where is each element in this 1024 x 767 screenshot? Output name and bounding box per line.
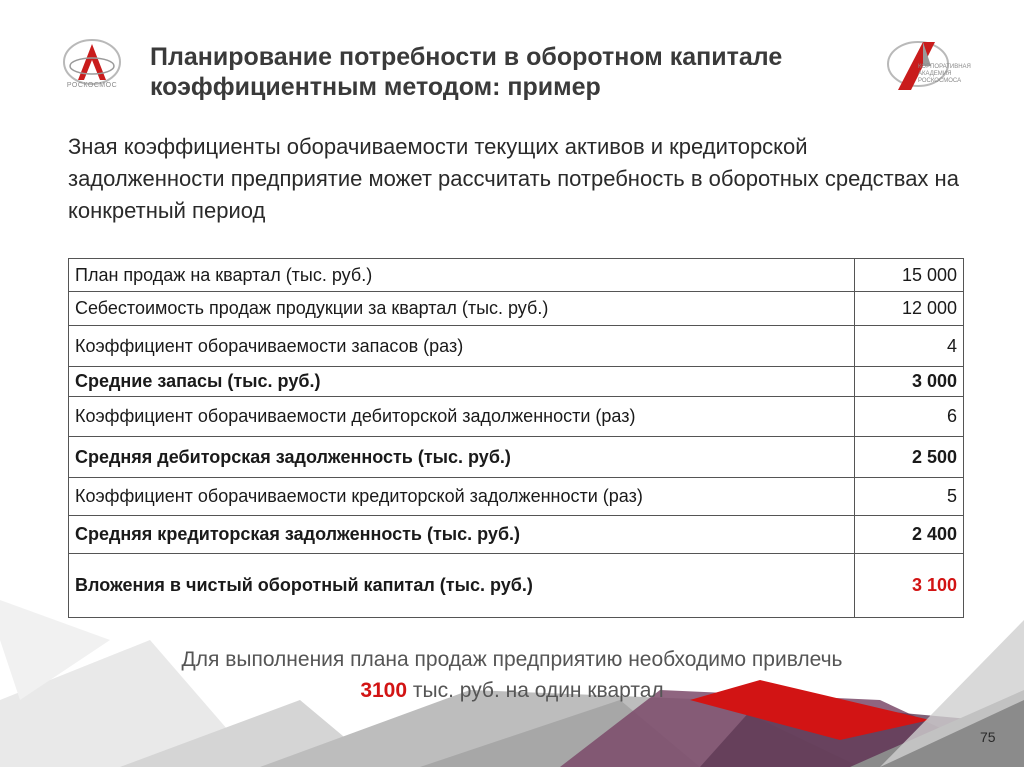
row-label: Средняя кредиторская задолженность (тыс. руб.) — [69, 516, 855, 554]
calculation-table — [68, 258, 964, 618]
row-label: Коэффициент оборачиваемости дебиторской задолженности (раз) — [69, 397, 855, 437]
row-value: 4 — [855, 326, 964, 367]
row-label: План продаж на квартал (тыс. руб.) — [69, 259, 855, 292]
table-row — [69, 437, 964, 478]
row-value-total: 3 100 — [855, 554, 964, 618]
row-label: Средняя дебиторская задолженность (тыс. руб.) — [69, 437, 855, 478]
table-row — [69, 367, 964, 397]
conclusion-line-2 — [68, 675, 956, 706]
row-value: 6 — [855, 397, 964, 437]
logo-right-caption-line: КОРПОРАТИВНАЯ — [918, 64, 971, 70]
conclusion-text — [68, 644, 956, 706]
row-value: 15 000 — [855, 259, 964, 292]
row-label: Средние запасы (тыс. руб.) — [69, 367, 855, 397]
row-value: 2 400 — [855, 516, 964, 554]
row-value: 12 000 — [855, 292, 964, 326]
conclusion-highlight-value: 3100 — [360, 679, 408, 702]
row-value: 3 000 — [855, 367, 964, 397]
row-label: Коэффициент оборачиваемости запасов (раз) — [69, 326, 855, 367]
table-row — [69, 478, 964, 516]
roscosmos-logo-icon — [56, 36, 128, 100]
row-value: 5 — [855, 478, 964, 516]
logo-right-caption-line: АКАДЕМИЯ — [918, 71, 952, 77]
table-row — [69, 292, 964, 326]
table-row — [69, 326, 964, 367]
conclusion-line-2-text: тыс. руб. на один квартал — [407, 679, 664, 702]
title-line-2: коэффициентным методом: пример — [150, 73, 601, 101]
table-row — [69, 397, 964, 437]
intro-text: Зная коэффициенты оборачиваемости текущих активов и кредиторской задолженности предприятие может рассчитать потребность в оборотных средствах на конкретный период — [68, 134, 959, 223]
table-row — [69, 259, 964, 292]
title-line-1: Планирование потребности в оборотном капитале — [150, 43, 783, 71]
page-number: 75 — [980, 729, 996, 745]
row-label: Себестоимость продаж продукции за квартал (тыс. руб.) — [69, 292, 855, 326]
row-label: Вложения в чистый оборотный капитал (тыс. руб.) — [69, 554, 855, 618]
page-title — [150, 42, 870, 102]
logo-left-caption: РОСКОСМОС — [66, 82, 118, 89]
table-row-total — [69, 554, 964, 618]
logo-right-caption-line: РОСКОСМОСА — [918, 78, 962, 84]
table-row — [69, 516, 964, 554]
logo-right-caption — [918, 64, 978, 85]
row-label: Коэффициент оборачиваемости кредиторской задолженности (раз) — [69, 478, 855, 516]
row-value: 2 500 — [855, 437, 964, 478]
conclusion-line-1: Для выполнения плана продаж предприятию необходимо привлечь — [181, 648, 843, 671]
